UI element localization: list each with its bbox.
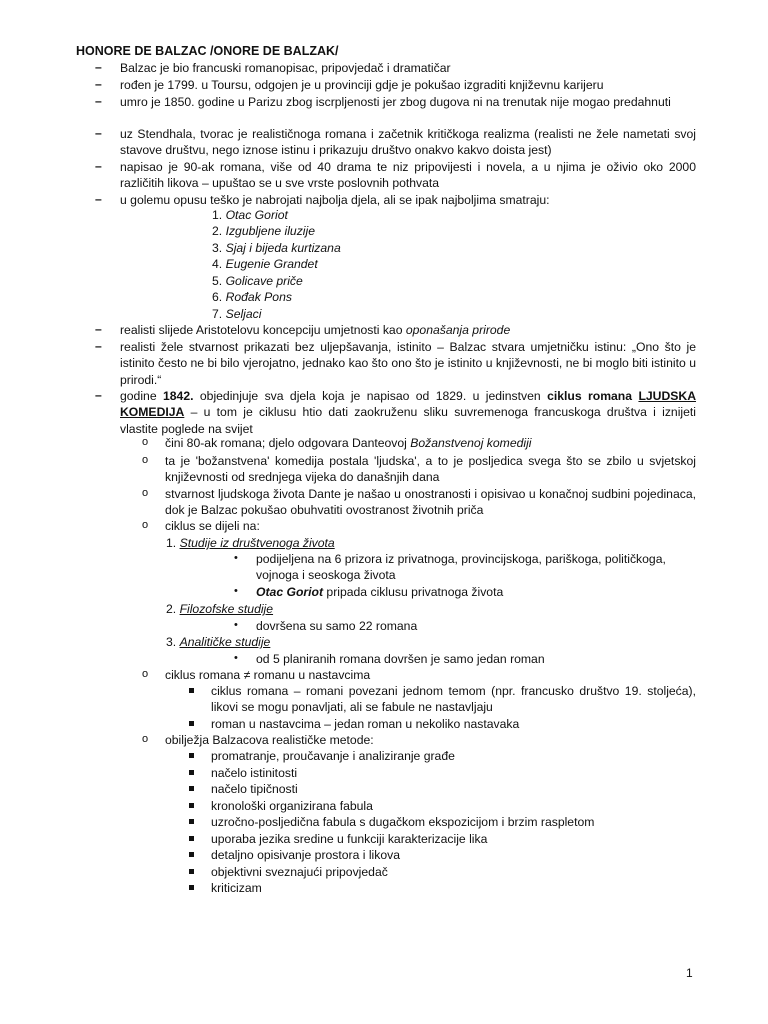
bullet-item: dovršena su samo 22 romana: [256, 619, 418, 633]
method-item: detaljno opisivanje prostora i likova: [211, 848, 401, 862]
list-item: Balzac je bio francuski romanopisac, pripovjedač i dramatičar: [120, 61, 451, 75]
bullet: •: [234, 552, 238, 564]
work-item: 5. Golicave priče: [212, 274, 303, 288]
list-item: napisao je 90-ak romana, više od 40 drama te niz pripovijesti i novela, a u njima je oživio oko 2000 različitih likova – upuštao se u sve vrste poslovnih pothvata: [120, 160, 696, 191]
sub-item: stvarnost ljudskoga života Dante je našao u onostranosti i opisivao u konačnoj sudbini pojedinaca, dok je Balzac pokušao obuhvatiti ovostranost životnih priča: [165, 487, 696, 518]
circle-bullet: o: [142, 436, 149, 448]
dash-bullet: –: [95, 339, 102, 353]
list-item: godine 1842. objedinjuje sva djela koja je napisao od 1829. u jedinstven ciklus romana LJUDSKA KOMEDIJA – u tom je ciklusu htio dati zaokruženu sliku suvremenoga francuskoga društva i iznijeti vlastite poglede na svijet: [120, 389, 697, 436]
square-bullet: [189, 885, 194, 890]
method-item: objektivni sveznajući pripovjedač: [211, 865, 388, 879]
square-bullet: [189, 721, 194, 726]
circle-bullet: o: [142, 487, 149, 499]
method-item: kronološki organizirana fabula: [211, 799, 373, 813]
square-bullet: [189, 688, 194, 693]
work-item: 6. Rođak Pons: [212, 290, 292, 304]
sub-item: ciklus romana ≠ romanu u nastavcima: [165, 668, 371, 682]
work-item: 2. Izgubljene iluzije: [212, 224, 315, 238]
square-bullet: [189, 852, 194, 857]
dash-bullet: –: [95, 322, 102, 336]
square-bullet: [189, 803, 194, 808]
dash-bullet: –: [95, 94, 102, 108]
bullet: •: [234, 652, 238, 664]
method-item: načelo istinitosti: [211, 766, 298, 780]
sub-item: ta je 'božanstvena' komedija postala 'ljudska', a to je posljedica svega što se zbilo u svjetskoj književnosti od srednjega vijeka do današnjih dana: [165, 454, 696, 485]
cycle-part: 3. Analitičke studije: [166, 635, 271, 649]
document-title: HONORE DE BALZAC /ONORE DE BALZAK/: [76, 44, 339, 58]
dash-bullet: –: [95, 77, 102, 91]
bullet: •: [234, 619, 238, 631]
square-bullet: [189, 836, 194, 841]
method-item: kriticizam: [211, 881, 262, 895]
cycle-part: 1. Studije iz društvenoga života: [166, 536, 335, 550]
method-item: uporaba jezika sredine u funkciji karakterizacije lika: [211, 832, 488, 846]
dash-bullet: –: [95, 388, 102, 402]
list-item: rođen je 1799. u Toursu, odgojen je u provinciji gdje je pokušao izgraditi književnu karijeru: [120, 78, 604, 92]
dash-bullet: –: [95, 192, 102, 206]
dash-bullet: –: [95, 159, 102, 173]
bullet-item: podijeljena na 6 prizora iz privatnoga, provincijskoga, pariškoga, političkoga, vojnoga i seoskoga života: [256, 552, 666, 583]
bullet-item: od 5 planiranih romana dovršen je samo jedan roman: [256, 652, 545, 666]
work-item: 4. Eugenie Grandet: [212, 257, 318, 271]
method-item: uzročno-posljedična fabula s dugačkom ekspozicijom i brzim raspletom: [211, 815, 595, 829]
dash-bullet: –: [95, 126, 102, 140]
square-bullet: [189, 869, 194, 874]
method-item: načelo tipičnosti: [211, 782, 298, 796]
work-item: 1. Otac Goriot: [212, 208, 288, 222]
square-bullet: [189, 786, 194, 791]
square-bullet: [189, 770, 194, 775]
list-item: umro je 1850. godine u Parizu zbog iscrpljenosti jer zbog dugova ni na trenutak nije mogao predahnuti: [120, 95, 671, 109]
circle-bullet: o: [142, 668, 149, 680]
bullet-item: Otac Goriot pripada ciklusu privatnoga života: [256, 585, 504, 599]
sub-item: obilježja Balzacova realističke metode:: [165, 733, 374, 747]
work-item: 3. Sjaj i bijeda kurtizana: [212, 241, 341, 255]
dash-bullet: –: [95, 60, 102, 74]
square-bullet: [189, 819, 194, 824]
sub-item: čini 80-ak romana; djelo odgovara Danteovoj Božanstvenoj komediji: [165, 436, 532, 450]
cycle-part: 2. Filozofske studije: [166, 602, 274, 616]
square-bullet: [189, 753, 194, 758]
list-item: u golemu opusu teško je nabrojati najbolja djela, ali se ipak najboljima smatraju:: [120, 193, 550, 207]
circle-bullet: o: [142, 733, 149, 745]
square-item: ciklus romana – romani povezani jednom temom (npr. francusko društvo 19. stoljeća), likovi se mogu ponavljati, ali se fabule ne nastavljaju: [211, 684, 696, 715]
sub-item: ciklus se dijeli na:: [165, 519, 260, 533]
circle-bullet: o: [142, 454, 149, 466]
bullet: •: [234, 585, 238, 597]
list-item: realisti žele stvarnost prikazati bez uljepšavanja, istinito – Balzac stvara umjetničku istinu: „Ono što je istinito često ne bi bilo vjerojatno, jednako kao što ono što je istinito u književnosti, ne bi moglo biti istinito u prirodi.“: [120, 340, 696, 387]
list-item: uz Stendhala, tvorac je realističnoga romana i začetnik kritičkoga realizma (realisti ne žele nametati svoj stavove društvu, nego iznose istinu i prikazuju društvo onakvo kakvo doista jest): [120, 127, 696, 158]
circle-bullet: o: [142, 519, 149, 531]
method-item: promatranje, proučavanje i analiziranje građe: [211, 749, 455, 763]
work-item: 7. Seljaci: [212, 307, 262, 321]
square-item: roman u nastavcima – jedan roman u nekoliko nastavaka: [211, 717, 520, 731]
list-item: realisti slijede Aristotelovu koncepciju umjetnosti kao oponašanja prirode: [120, 323, 511, 337]
page-number: 1: [686, 966, 693, 980]
